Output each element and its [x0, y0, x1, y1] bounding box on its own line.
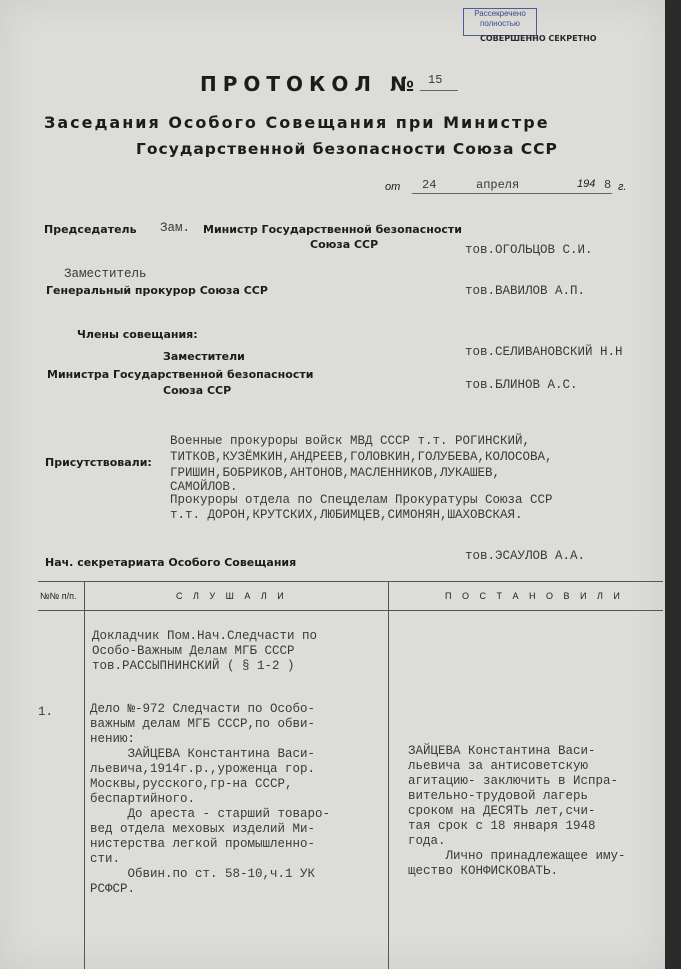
- resolved-line: Лично принадлежащее иму-: [408, 849, 626, 863]
- resolved-line: льевича за антисоветскую: [408, 759, 589, 773]
- heard-line: нению:: [90, 732, 136, 746]
- heard-line: вед отдела меховых изделий Ми-: [90, 822, 316, 836]
- chair-role-line1: Министр Государственной безопасности: [203, 223, 463, 236]
- deputy-typed: Заместитель: [64, 267, 147, 281]
- reporter-line: Особо-Важным Делам МГБ СССР: [92, 644, 295, 658]
- chair-name: тов.ОГОЛЬЦОВ С.И.: [465, 243, 593, 257]
- heard-line: льевича,1914г.р.,уроженца гор.: [90, 762, 316, 776]
- resolved-line: года.: [408, 834, 446, 848]
- date-year-suffix: 8: [604, 178, 612, 192]
- table-col-divider-1: [84, 581, 85, 969]
- secretary-name: тов.ЭСАУЛОВ А.А.: [465, 549, 586, 563]
- protocol-title: ПРОТОКОЛ №: [200, 72, 421, 96]
- present-line: т.т. ДОРОН,КРУТСКИХ,ЛЮБИМЦЕВ,СИМОНЯН,ШАХОВСКАЯ.: [170, 508, 523, 522]
- deputy-name: тов.ВАВИЛОВ А.П.: [465, 284, 586, 298]
- date-year-prefix: 194: [577, 178, 596, 190]
- secret-label: СОВЕРШЕННО СЕКРЕТНО: [480, 34, 597, 43]
- stamp-line2: полностью: [480, 19, 520, 28]
- present-line: Военные прокуроры войск МВД СССР т.т. РОГИНСКИЙ,: [170, 434, 531, 448]
- stamp-line1: Рассекречено: [474, 9, 526, 18]
- secretary-role: Нач. секретариата Особого Совещания: [45, 556, 297, 569]
- present-line: САМОЙЛОВ.: [170, 480, 238, 494]
- heard-line: беспартийного.: [90, 792, 196, 806]
- table-col-divider-2: [388, 581, 389, 969]
- members-role3: Союза ССР: [163, 384, 232, 397]
- row-number: 1.: [38, 705, 54, 719]
- present-line: Прокуроры отдела по Спецделам Прокуратуры Союза ССР: [170, 493, 553, 507]
- number-underline: [420, 90, 458, 91]
- heard-line: До ареста - старший товаро-: [90, 807, 331, 821]
- heard-line: ЗАЙЦЕВА Константина Васи-: [90, 747, 316, 761]
- reporter-line: Докладчик Пом.Нач.Следчасти по: [92, 629, 318, 643]
- resolved-line: ЗАЙЦЕВА Константина Васи-: [408, 744, 596, 758]
- date-underline: [412, 193, 612, 194]
- protocol-number: 15: [428, 73, 443, 87]
- resolved-line: щество КОНФИСКОВАТЬ.: [408, 864, 559, 878]
- heard-line: нистерства легкой промышленно-: [90, 837, 316, 851]
- date-prefix: от: [385, 181, 401, 193]
- table-header-border: [38, 610, 663, 611]
- resolved-line: тая срок с 18 января 1948: [408, 819, 596, 833]
- subtitle-line1: Заседания Особого Совещания при Министре: [44, 113, 550, 132]
- table-top-border: [38, 581, 663, 582]
- chair-role-line2: Союза ССР: [310, 238, 379, 251]
- present-line: ГРИШИН,БОБРИКОВ,АНТОНОВ,МАСЛЕННИКОВ,ЛУКАШЕВ,: [170, 466, 501, 480]
- col-heard-header: С Л У Ш А Л И: [176, 591, 288, 601]
- subtitle-line2: Государственной безопасности Союза ССР: [136, 140, 558, 158]
- col-num-header: №№ п/п.: [40, 591, 77, 601]
- date-month: апреля: [476, 178, 520, 192]
- date-day: 24: [422, 178, 437, 192]
- members-name2: тов.БЛИНОВ А.С.: [465, 378, 578, 392]
- deputy-role: Генеральный прокурор Союза ССР: [46, 284, 268, 297]
- resolved-line: агитацию- заключить в Испра-: [408, 774, 619, 788]
- members-label: Члены совещания:: [77, 328, 198, 341]
- heard-line: Дело №-972 Следчасти по Особо-: [90, 702, 316, 716]
- chair-label: Председатель: [44, 223, 137, 236]
- members-role1: Заместители: [163, 350, 245, 363]
- present-line: ТИТКОВ,КУЗЁМКИН,АНДРЕЕВ,ГОЛОВКИН,ГОЛУБЕВА,КОЛОСОВА,: [170, 450, 553, 464]
- members-name1: тов.СЕЛИВАНОВСКИЙ Н.Н: [465, 345, 623, 359]
- declassified-stamp: [463, 8, 537, 36]
- reporter-line: тов.РАССЫПНИНСКИЙ ( § 1-2 ): [92, 659, 295, 673]
- heard-line: важным делам МГБ СССР,по обви-: [90, 717, 316, 731]
- present-label: Присутствовали:: [45, 456, 152, 469]
- members-role2: Министра Государственной безопасности: [47, 368, 314, 381]
- heard-line: сти.: [90, 852, 121, 866]
- date-suffix: г.: [618, 181, 627, 193]
- heard-line: РСФСР.: [90, 882, 136, 896]
- col-resolved-header: П О С Т А Н О В И Л И: [445, 591, 624, 601]
- resolved-line: вительно-трудовой лагерь: [408, 789, 589, 803]
- page-edge-shadow: [665, 0, 681, 969]
- heard-line: Обвин.по ст. 58-10,ч.1 УК: [90, 867, 316, 881]
- heard-line: Москвы,русского,гр-на СССР,: [90, 777, 293, 791]
- resolved-line: сроком на ДЕСЯТЬ лет,счи-: [408, 804, 596, 818]
- chair-role-typed: Зам.: [160, 221, 191, 235]
